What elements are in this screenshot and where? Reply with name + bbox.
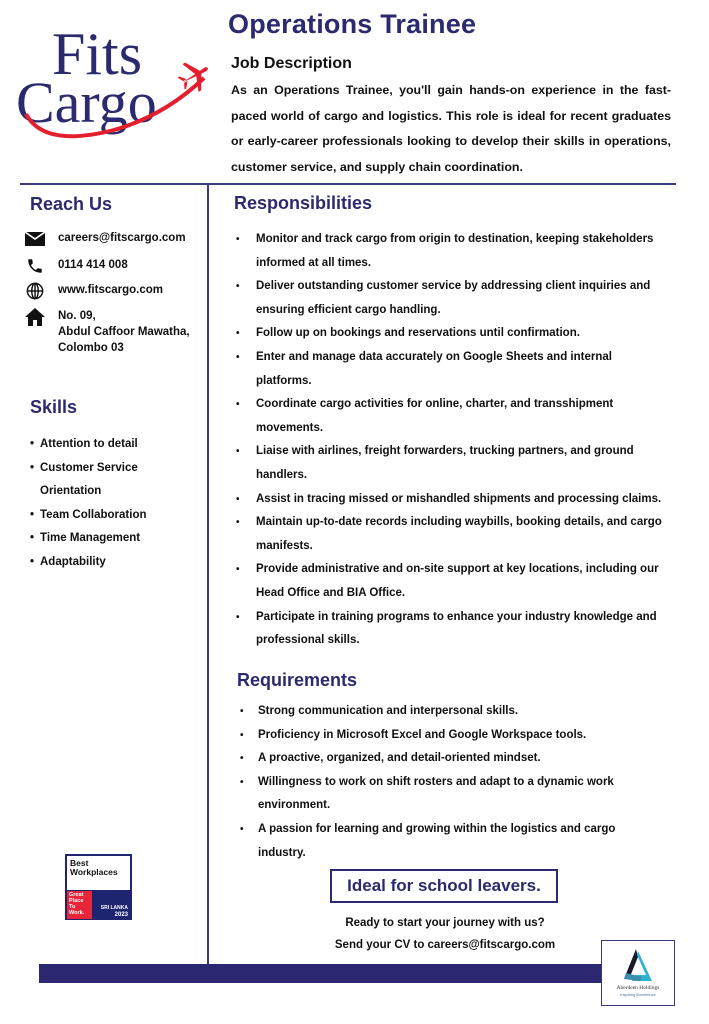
cta-line-1: Ready to start your journey with us? — [345, 917, 545, 929]
requirement-item: • Willingness to work on shift rosters and adapt to a dynamic work environment. — [238, 771, 618, 818]
badge-workplaces: Workplaces — [70, 867, 118, 877]
badge-gptw-label: Great Place To Work. — [67, 891, 92, 919]
reach-us-title: Reach Us — [30, 194, 113, 214]
responsibility-item: • Liaise with airlines, freight forwarders, trucking partners, and ground handlers. — [234, 440, 656, 487]
globe-icon — [24, 282, 46, 300]
vertical-divider — [207, 183, 209, 965]
horizontal-divider — [20, 183, 676, 185]
aberdeen-name: Aberdeen Holdings — [616, 985, 660, 991]
requirements-list — [238, 700, 638, 865]
job-description-text: As an Operations Trainee, you'll gain hands-on experience in the fast-paced world of cargo and logistics. This role is ideal for recent graduates or early-career professionals looking to develop their skills in operations, customer service, and supply chain coordination. — [231, 83, 671, 175]
responsibility-item: • Provide administrative and on-site support at key locations, including our Head Office and BIA Office. — [234, 558, 674, 605]
skill-item: • Attention to detail — [30, 433, 200, 457]
contact-website — [24, 282, 163, 300]
aberdeen-a-icon — [602, 943, 674, 987]
requirement-item: • A passion for learning and growing within the logistics and cargo industry. — [238, 818, 648, 865]
airplane-icon — [173, 54, 214, 97]
phone-icon — [24, 257, 46, 275]
requirements-title: Requirements — [237, 670, 358, 690]
badge-year: 2023 — [114, 912, 128, 918]
responsibility-item: • Maintain up-to-date records including waybills, booking details, and cargo manifests. — [234, 511, 681, 558]
skill-item: • Adaptability — [30, 551, 200, 575]
great-place-to-work-badge — [65, 854, 132, 920]
responsibility-item: • Enter and manage data accurately on Google Sheets and internal platforms. — [234, 346, 636, 393]
skills-title: Skills — [30, 397, 78, 417]
logo-text-cargo: Cargo — [16, 70, 157, 135]
footer-bar — [39, 964, 601, 983]
responsibility-item: • Participate in training programs to enhance your industry knowledge and professional skills. — [234, 606, 674, 653]
skill-item: • Time Management — [30, 527, 200, 551]
responsibilities-title: Responsibilities — [234, 193, 373, 213]
responsibility-item: • Follow up on bookings and reservations until confirmation. — [234, 322, 674, 346]
skills-list — [30, 433, 200, 574]
responsibility-item: • Assist in tracing missed or mishandled shipments and processing claims. — [234, 488, 674, 512]
cta-line-2: Send your CV to careers@fitscargo.com — [334, 939, 556, 951]
badge-country: SRI LANKA — [100, 905, 128, 911]
requirement-item: • Proficiency in Microsoft Excel and Google Workspace tools. — [238, 724, 638, 748]
responsibility-item: • Deliver outstanding customer service by addressing client inquiries and ensuring efficient cargo handling. — [234, 275, 661, 322]
skill-item: • Team Collaboration — [30, 504, 200, 528]
contact-address — [24, 308, 190, 356]
responsibility-item: • Monitor and track cargo from origin to destination, keeping stakeholders informed at all times. — [234, 228, 674, 275]
badge-best: Best — [70, 858, 89, 868]
fits-cargo-logo — [14, 18, 214, 148]
requirement-item: • Strong communication and interpersonal skills. — [238, 700, 638, 724]
ideal-for-school-leavers-banner: Ideal for school leavers. — [330, 869, 558, 903]
aberdeen-holdings-logo — [601, 940, 675, 1006]
requirement-item: • A proactive, organized, and detail-oriented mindset. — [238, 747, 638, 771]
responsibility-item: • Coordinate cargo activities for online, charter, and transshipment movements. — [234, 393, 636, 440]
contact-phone — [24, 257, 128, 275]
home-icon — [24, 308, 46, 326]
address — [58, 308, 190, 356]
website-link[interactable]: www.fitscargo.com — [58, 284, 164, 296]
skill-item: • Customer Service Orientation — [30, 457, 150, 504]
job-title: Operations Trainee — [228, 9, 477, 39]
contact-email — [24, 230, 186, 248]
logo-text-fits: Fits — [52, 21, 143, 87]
address-line-1: No. 09, — [58, 310, 96, 322]
email-link[interactable]: careers@fitscargo.com — [58, 232, 186, 244]
address-line-3: Colombo 03 — [58, 342, 124, 354]
envelope-icon — [24, 230, 46, 248]
address-line-2: Abdul Caffoor Mawatha, — [58, 326, 190, 338]
job-description-heading: Job Description — [231, 55, 352, 72]
responsibilities-list — [234, 228, 674, 653]
aberdeen-tagline: Inspiring Excellence — [620, 992, 656, 997]
phone-number[interactable]: 0114 414 008 — [58, 259, 128, 271]
